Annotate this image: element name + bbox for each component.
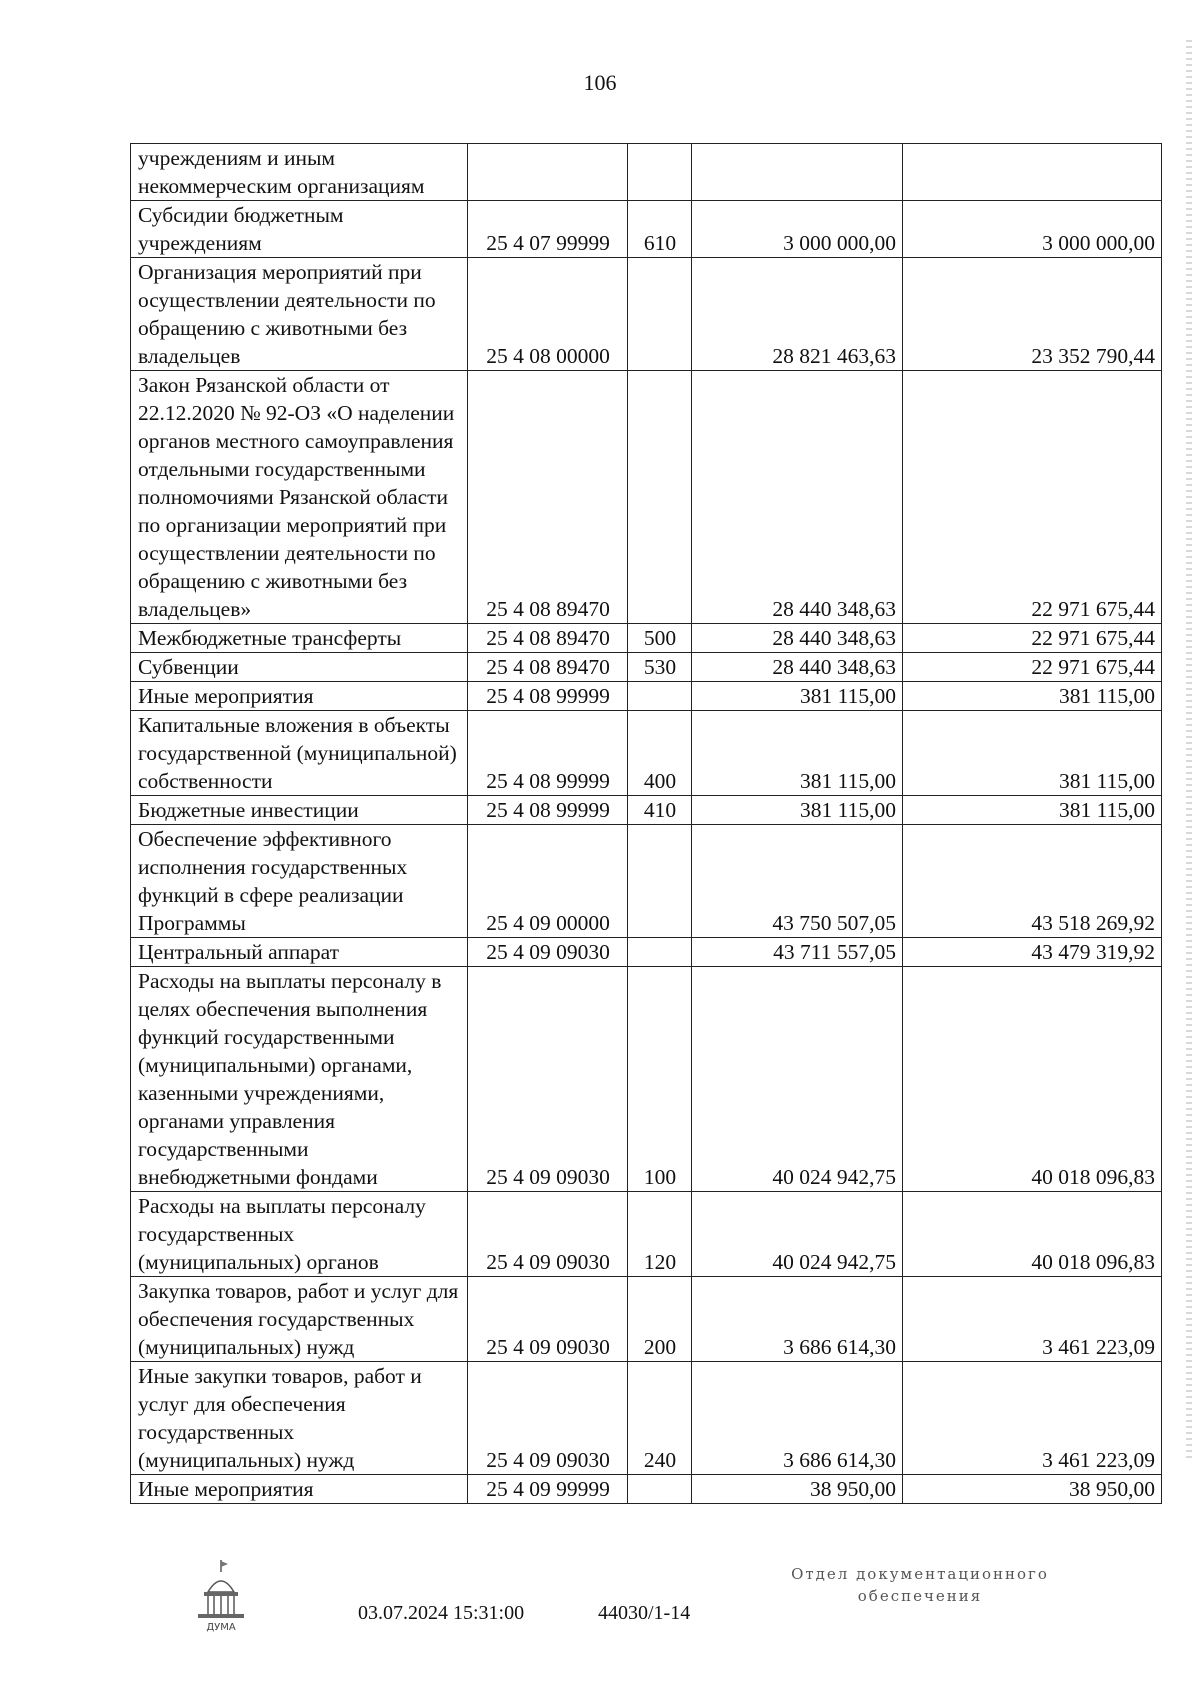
row-expense-type-cell bbox=[628, 258, 692, 371]
budget-table-body bbox=[131, 144, 1162, 1504]
row-amount-2-cell: 40 018 096,83 bbox=[903, 1192, 1162, 1277]
row-name-cell: Иные мероприятия bbox=[131, 682, 468, 711]
row-code-cell: 25 4 09 09030 bbox=[468, 967, 628, 1192]
row-amount-2-cell bbox=[903, 144, 1162, 201]
row-expense-type-cell bbox=[628, 682, 692, 711]
row-expense-type-cell bbox=[628, 371, 692, 624]
row-code-cell: 25 4 09 09030 bbox=[468, 1192, 628, 1277]
row-expense-type-cell: 530 bbox=[628, 653, 692, 682]
row-expense-type-cell: 410 bbox=[628, 796, 692, 825]
row-name-cell: Иные мероприятия bbox=[131, 1475, 468, 1504]
row-name-cell: Обеспечение эффективного исполнения государственных функций в сфере реализации Программы bbox=[131, 825, 468, 938]
table-row bbox=[131, 371, 1162, 624]
row-code-cell: 25 4 08 00000 bbox=[468, 258, 628, 371]
table-row bbox=[131, 653, 1162, 682]
budget-table bbox=[130, 143, 1162, 1504]
row-name-cell: Субсидии бюджетным учреждениям bbox=[131, 201, 468, 258]
row-expense-type-cell: 500 bbox=[628, 624, 692, 653]
row-amount-1-cell: 28 440 348,63 bbox=[692, 653, 903, 682]
row-name-cell: Центральный аппарат bbox=[131, 938, 468, 967]
row-amount-1-cell: 38 950,00 bbox=[692, 1475, 903, 1504]
row-amount-2-cell: 3 000 000,00 bbox=[903, 201, 1162, 258]
row-expense-type-cell bbox=[628, 144, 692, 201]
row-amount-1-cell: 28 821 463,63 bbox=[692, 258, 903, 371]
scan-edge-artifact bbox=[1186, 40, 1192, 1460]
row-code-cell: 25 4 09 00000 bbox=[468, 825, 628, 938]
row-amount-2-cell: 381 115,00 bbox=[903, 682, 1162, 711]
row-name-cell: Организация мероприятий при осуществлении деятельности по обращению с животными без владельцев bbox=[131, 258, 468, 371]
row-name-cell: Закупка товаров, работ и услуг для обеспечения государственных (муниципальных) нужд bbox=[131, 1277, 468, 1362]
row-amount-1-cell bbox=[692, 144, 903, 201]
row-name-cell: Расходы на выплаты персоналу государственных (муниципальных) органов bbox=[131, 1192, 468, 1277]
page-number: 106 bbox=[583, 70, 617, 95]
row-amount-1-cell: 381 115,00 bbox=[692, 682, 903, 711]
table-row bbox=[131, 796, 1162, 825]
row-amount-1-cell: 43 711 557,05 bbox=[692, 938, 903, 967]
table-row bbox=[131, 258, 1162, 371]
row-code-cell: 25 4 09 99999 bbox=[468, 1475, 628, 1504]
row-amount-1-cell: 43 750 507,05 bbox=[692, 825, 903, 938]
row-amount-2-cell: 3 461 223,09 bbox=[903, 1362, 1162, 1475]
row-amount-2-cell: 22 971 675,44 bbox=[903, 653, 1162, 682]
row-code-cell: 25 4 08 89470 bbox=[468, 371, 628, 624]
row-amount-1-cell: 3 686 614,30 bbox=[692, 1362, 903, 1475]
row-code-cell: 25 4 08 99999 bbox=[468, 682, 628, 711]
row-expense-type-cell: 400 bbox=[628, 711, 692, 796]
row-expense-type-cell bbox=[628, 938, 692, 967]
stamp-line-1: Отдел документационного bbox=[791, 1565, 1049, 1583]
row-amount-1-cell: 28 440 348,63 bbox=[692, 371, 903, 624]
row-name-cell: Капитальные вложения в объекты государственной (муниципальной) собственности bbox=[131, 711, 468, 796]
table-row bbox=[131, 144, 1162, 201]
footer-datetime: 03.07.2024 15:31:00 bbox=[358, 1602, 525, 1624]
row-amount-2-cell: 43 479 319,92 bbox=[903, 938, 1162, 967]
table-row bbox=[131, 624, 1162, 653]
row-code-cell: 25 4 09 09030 bbox=[468, 938, 628, 967]
row-code-cell: 25 4 08 89470 bbox=[468, 653, 628, 682]
table-row bbox=[131, 938, 1162, 967]
row-code-cell bbox=[468, 144, 628, 201]
footer-reg-number: 44030/1-14 bbox=[598, 1602, 691, 1624]
row-expense-type-cell bbox=[628, 1475, 692, 1504]
row-code-cell: 25 4 09 09030 bbox=[468, 1362, 628, 1475]
row-amount-2-cell: 43 518 269,92 bbox=[903, 825, 1162, 938]
row-amount-2-cell: 3 461 223,09 bbox=[903, 1277, 1162, 1362]
row-amount-1-cell: 381 115,00 bbox=[692, 711, 903, 796]
table-row bbox=[131, 1192, 1162, 1277]
row-amount-2-cell: 22 971 675,44 bbox=[903, 371, 1162, 624]
row-expense-type-cell: 240 bbox=[628, 1362, 692, 1475]
row-name-cell: Бюджетные инвестиции bbox=[131, 796, 468, 825]
row-expense-type-cell bbox=[628, 825, 692, 938]
row-name-cell: Межбюджетные трансферты bbox=[131, 624, 468, 653]
table-row bbox=[131, 201, 1162, 258]
table-row bbox=[131, 1475, 1162, 1504]
row-expense-type-cell: 120 bbox=[628, 1192, 692, 1277]
row-amount-1-cell: 40 024 942,75 bbox=[692, 1192, 903, 1277]
logo-text: ДУМА bbox=[206, 1622, 236, 1633]
table-row bbox=[131, 825, 1162, 938]
department-stamp bbox=[760, 1563, 1080, 1607]
duma-logo bbox=[188, 1558, 254, 1638]
table-row bbox=[131, 967, 1162, 1192]
table-row bbox=[131, 682, 1162, 711]
row-amount-1-cell: 3 000 000,00 bbox=[692, 201, 903, 258]
row-code-cell: 25 4 09 09030 bbox=[468, 1277, 628, 1362]
row-amount-2-cell: 381 115,00 bbox=[903, 796, 1162, 825]
row-amount-2-cell: 22 971 675,44 bbox=[903, 624, 1162, 653]
row-code-cell: 25 4 08 99999 bbox=[468, 796, 628, 825]
duma-emblem-icon bbox=[188, 1558, 254, 1638]
row-amount-1-cell: 28 440 348,63 bbox=[692, 624, 903, 653]
row-code-cell: 25 4 08 99999 bbox=[468, 711, 628, 796]
table-row bbox=[131, 1277, 1162, 1362]
row-expense-type-cell: 200 bbox=[628, 1277, 692, 1362]
row-expense-type-cell: 610 bbox=[628, 201, 692, 258]
row-name-cell: учреждениям и иным некоммерческим организациям bbox=[131, 144, 468, 201]
row-amount-2-cell: 381 115,00 bbox=[903, 711, 1162, 796]
row-name-cell: Расходы на выплаты персоналу в целях обеспечения выполнения функций государственными (муниципальными) органами, казенными учреждениями, органами управления государственными внебюджетными фондами bbox=[131, 967, 468, 1192]
table-row bbox=[131, 1362, 1162, 1475]
row-name-cell: Субвенции bbox=[131, 653, 468, 682]
row-amount-1-cell: 40 024 942,75 bbox=[692, 967, 903, 1192]
row-amount-1-cell: 3 686 614,30 bbox=[692, 1277, 903, 1362]
row-amount-1-cell: 381 115,00 bbox=[692, 796, 903, 825]
row-amount-2-cell: 23 352 790,44 bbox=[903, 258, 1162, 371]
stamp-line-2: обеспечения bbox=[857, 1587, 983, 1605]
row-expense-type-cell: 100 bbox=[628, 967, 692, 1192]
row-amount-2-cell: 38 950,00 bbox=[903, 1475, 1162, 1504]
row-code-cell: 25 4 07 99999 bbox=[468, 201, 628, 258]
row-name-cell: Иные закупки товаров, работ и услуг для обеспечения государственных (муниципальных) нужд bbox=[131, 1362, 468, 1475]
row-name-cell: Закон Рязанской области от 22.12.2020 № 92-ОЗ «О наделении органов местного самоуправления отдельными государственными полномочиями Рязанской области по организации мероприятий при осуществлении деятельности по обращению с животными без владельцев» bbox=[131, 371, 468, 624]
table-row bbox=[131, 711, 1162, 796]
row-code-cell: 25 4 08 89470 bbox=[468, 624, 628, 653]
row-amount-2-cell: 40 018 096,83 bbox=[903, 967, 1162, 1192]
